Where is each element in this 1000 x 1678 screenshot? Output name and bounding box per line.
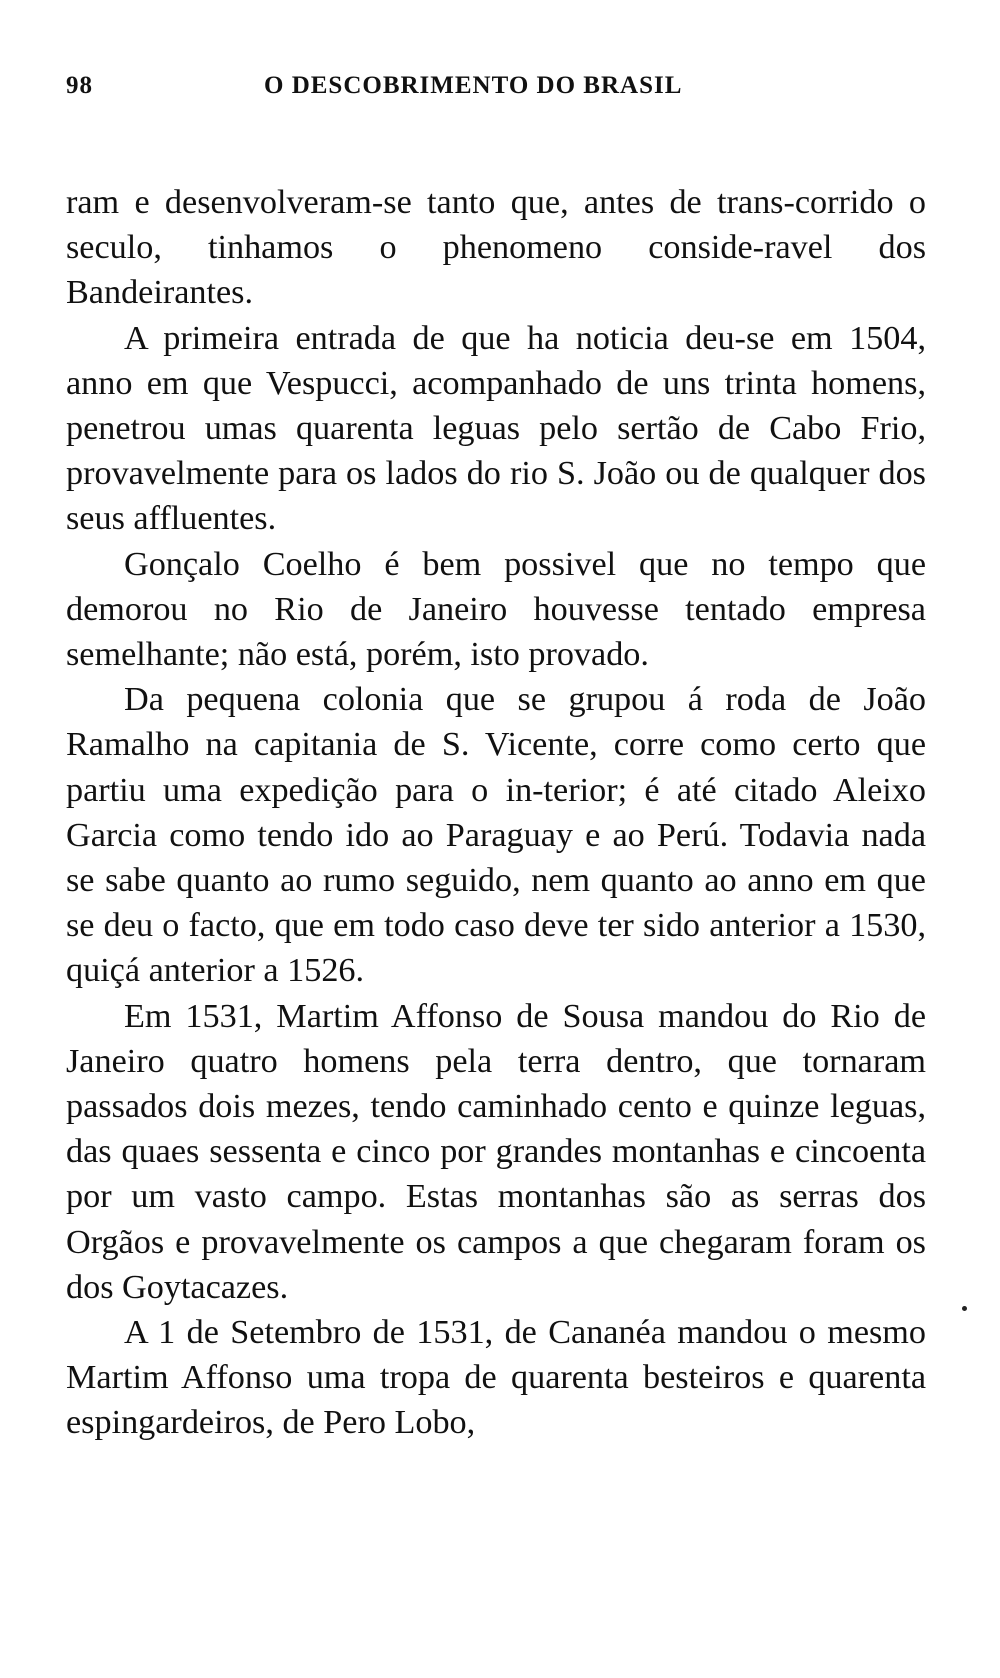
paragraph: Em 1531, Martim Affonso de Sousa mandou do Rio de Janeiro quatro homens pela terra dentro, que tornaram passados dois mezes, tendo caminhado cento e quinze leguas, das quaes sessenta e cinco por grandes montanhas e cincoenta por um vasto campo. Estas montanhas são as serras dos Orgãos e provavelmente os campos a que chegaram foram os dos Goytacazes.	[66, 997, 926, 1306]
running-title: O DESCOBRIMENTO DO BRASIL	[264, 72, 683, 99]
running-head	[66, 72, 934, 112]
page-number: 98	[66, 72, 93, 99]
paragraph: Gonçalo Coelho é bem possivel que no tempo que demorou no Rio de Janeiro houvesse tentado empresa semelhante; não está, porém, isto provado.	[66, 545, 926, 674]
margin-mark	[962, 1306, 967, 1311]
body-text	[66, 180, 926, 1446]
paragraph-continues: A 1 de Setembro de 1531, de Cananéa mandou o mesmo Martim Affonso uma tropa de quarenta besteiros e quarenta espingardeiros, de Pero Lobo,	[66, 1314, 926, 1442]
paragraph: A primeira entrada de que ha noticia deu-se em 1504, anno em que Vespucci, acompanhado de uns trinta homens, penetrou umas quarenta leguas pelo sertão de Cabo Frio, provavelmente para os lados do rio S. João ou de qualquer dos seus affluentes.	[66, 319, 926, 538]
paragraph-continuation: ram e desenvolveram-se tanto que, antes de trans-corrido o seculo, tinhamos o phenomeno conside-ravel dos Bandeirantes.	[66, 184, 926, 312]
paragraph: Da pequena colonia que se grupou á roda de João Ramalho na capitania de S. Vicente, corre como certo que partiu uma expedição para o in-terior; é até citado Aleixo Garcia como tendo ido ao Paraguay e ao Perú. Todavia nada se sabe quanto ao rumo seguido, nem quanto ao anno em que se deu o facto, que em todo caso deve ter sido anterior a 1530, quiçá anterior a 1526.	[66, 681, 926, 990]
